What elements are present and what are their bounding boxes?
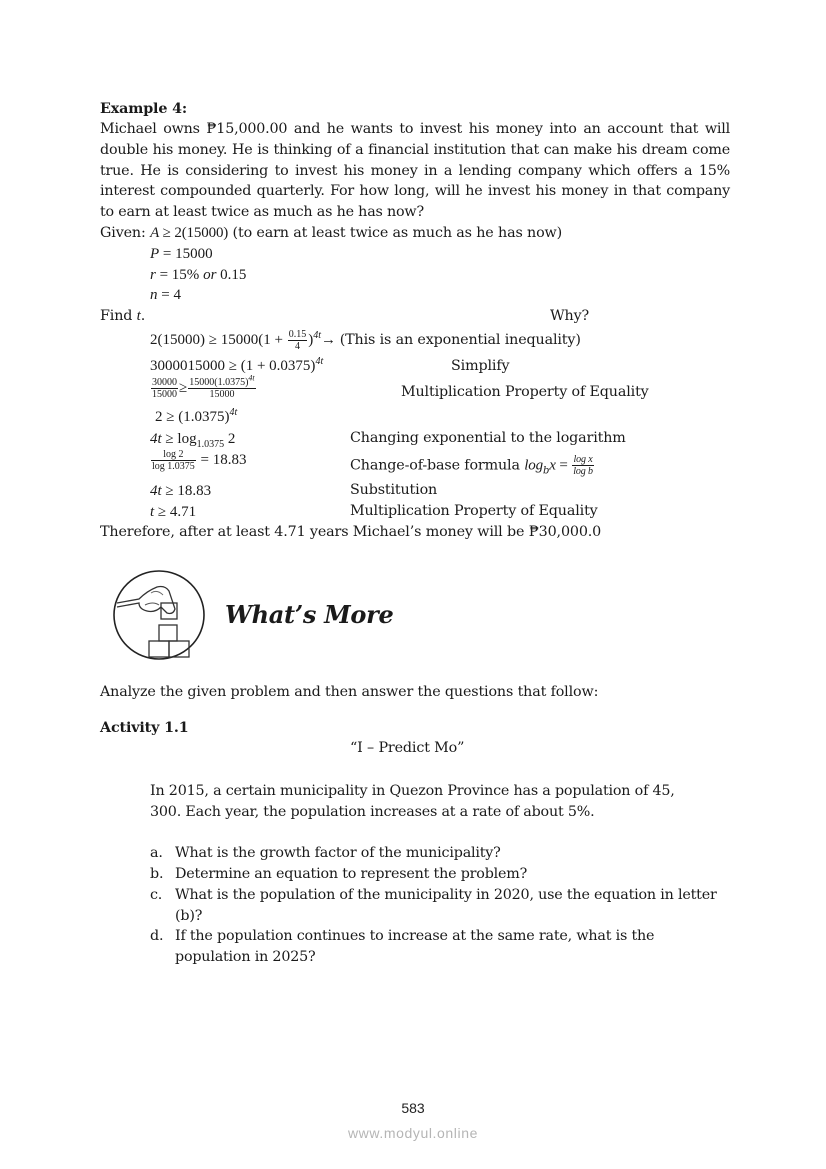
step-1-expression: 2(15000) ≥ 15000(1 + $\frac{0.15}{4}$ )$^{4t}$→ (This is an exponential inequality) bbox=[150, 329, 581, 352]
activity-subtitle: “I – Predict Mo” bbox=[350, 740, 465, 756]
step-7-expression: 4t ≥ 18.83 bbox=[150, 483, 212, 499]
find-label: Find t. bbox=[100, 308, 146, 324]
question-item bbox=[150, 843, 720, 864]
step-8-reason: Multiplication Property of Equality bbox=[350, 503, 598, 519]
activity-label: Activity 1.1 bbox=[100, 720, 189, 736]
fraction: $\frac{\text{log x}}{\text{log b}}$ bbox=[573, 454, 593, 477]
fraction: $\frac{\log 2}{\log 1.0375}$ bbox=[152, 449, 195, 472]
step-3-expression: $\frac{30000}{15000}$ ≥ $\frac{15000(1.0375)^{4t}}{15000}$ bbox=[152, 373, 255, 400]
step-2-reason: Simplify bbox=[451, 358, 510, 374]
section-title: What’s More bbox=[225, 600, 394, 629]
question-item bbox=[150, 864, 720, 885]
step-1-reason: (This is an exponential inequality) bbox=[339, 331, 581, 348]
question-text: What is the growth factor of the municipality? bbox=[175, 845, 501, 861]
example-conclusion: Therefore, after at least 4.71 years Michael’s money will be ₱30,000.0 bbox=[100, 524, 602, 540]
question-text: Determine an equation to represent the problem? bbox=[175, 866, 528, 882]
given-label: Given: bbox=[100, 225, 146, 241]
fraction: $\frac{0.15}{4}$ bbox=[288, 329, 307, 352]
step-5-reason: Changing exponential to the logarithm bbox=[350, 430, 626, 446]
list-marker: c. bbox=[150, 887, 163, 903]
step-3-reason: Multiplication Property of Equality bbox=[401, 384, 649, 400]
page-number: 583 bbox=[401, 1100, 425, 1116]
given-inequality: A ≥ 2(15000) bbox=[150, 225, 229, 241]
list-marker: d. bbox=[150, 928, 164, 944]
list-marker: a. bbox=[150, 845, 163, 861]
given-rate: r = 15% or 0.15 bbox=[150, 267, 247, 283]
step-5-expression: $4t \ge \log_{1.0375} 2$ bbox=[150, 431, 236, 450]
given-compounding: n = 4 bbox=[150, 287, 181, 303]
step-8-expression: t ≥ 4.71 bbox=[150, 504, 197, 520]
step-6-reason: Change-of-base formula $\log_bx$ = $\frac{\text{log x}}{\text{log b}}$ bbox=[350, 454, 593, 477]
question-item bbox=[150, 926, 720, 968]
watermark: www.modyul.online bbox=[347, 1125, 479, 1141]
example-title: Example 4: bbox=[100, 101, 188, 117]
fraction: $\frac{15000(1.0375)^{4t}}{15000}$ bbox=[189, 373, 255, 400]
hand-stacking-blocks-icon bbox=[111, 569, 207, 661]
question-text: If the population continues to increase at the same rate, what is the population in 2025? bbox=[175, 928, 655, 965]
question-item bbox=[150, 885, 720, 927]
fraction: $\frac{30000}{15000}$ bbox=[152, 377, 177, 400]
given-line bbox=[100, 223, 562, 244]
list-marker: b. bbox=[150, 866, 164, 882]
given-principal: P = 15000 bbox=[150, 246, 213, 262]
step-4-expression: $2 \ge (1.0375)^{4t}$ bbox=[155, 407, 238, 425]
instructions: Analyze the given problem and then answer the questions that follow: bbox=[100, 684, 599, 700]
step-7-reason: Substitution bbox=[350, 482, 438, 498]
example-problem: Michael owns ₱15,000.00 and he wants to invest his money into an account that will double his money. He is thinking of a financial institution that can make his dream come true. He is considering to invest his money in a lending company which offers a 15% interest compounded quarterly. For how long, will he invest his money in that company to earn at least twice as much as he has now? bbox=[100, 121, 730, 221]
given-note: (to earn at least twice as much as he has now) bbox=[228, 225, 563, 241]
why-header: Why? bbox=[550, 308, 590, 324]
step-2-expression: $3000015000 \ge (1 + 0.0375)^{4t}$ bbox=[150, 356, 324, 374]
activity-problem: In 2015, a certain municipality in Quezon Province has a population of 45, 300. Each year, the population increases at a rate of about 5%. bbox=[150, 783, 675, 820]
step-6-expression: $\frac{\log 2}{\log 1.0375}$ = 18.83 bbox=[152, 449, 247, 472]
question-text: What is the population of the municipality in 2020, use the equation in letter (b)? bbox=[175, 887, 717, 924]
